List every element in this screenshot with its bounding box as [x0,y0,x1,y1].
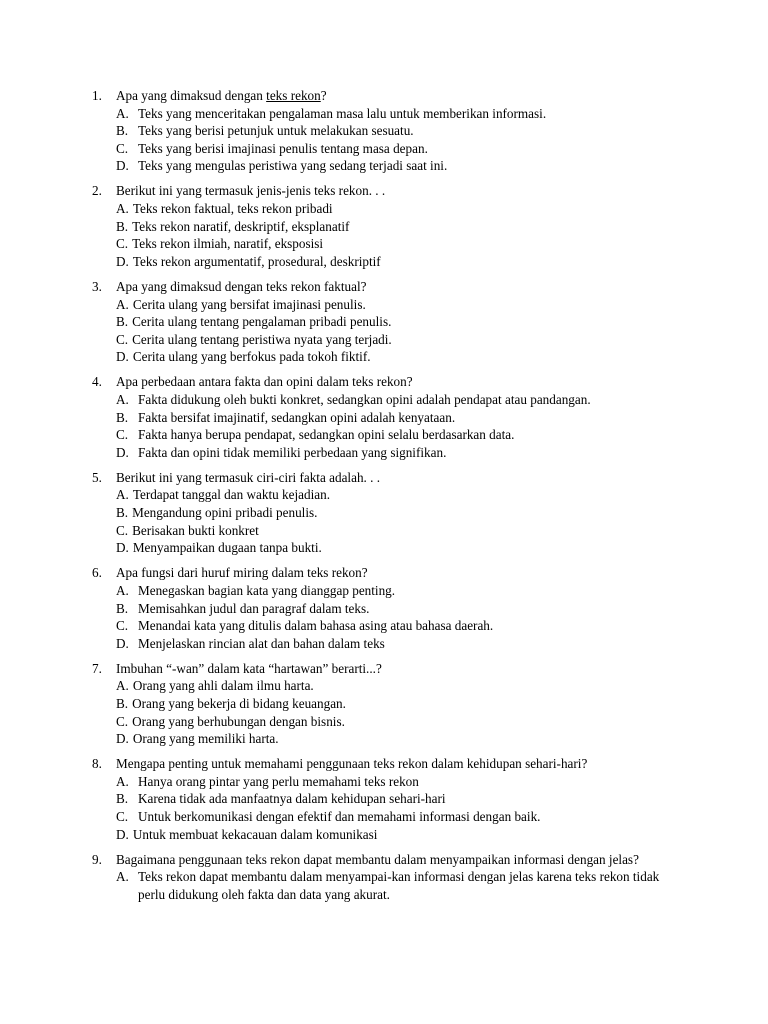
option-label: B. [116,218,129,234]
option-text: Cerita ulang yang bersifat imajinasi penulis. [132,296,366,312]
option-text: Hanya orang pintar yang perlu memahami teks rekon [138,773,419,789]
option-a [116,200,674,218]
option-text: Fakta didukung oleh bukti konkret, sedangkan opini adalah pendapat atau pandangan. [138,392,591,407]
option-text: Cerita ulang tentang pengalaman pribadi penulis. [132,314,392,330]
option-label: A. [116,296,129,312]
option-text: Cerita ulang tentang peristiwa nyata yang terjadi. [132,331,392,347]
question-number: 4. [92,374,102,390]
option-a [116,486,674,504]
option-text: Fakta bersifat imajinatif, sedangkan opini adalah kenyataan. [138,409,456,425]
option-text: Teks rekon ilmiah, naratif, eksposisi [132,236,324,252]
option-text: Orang yang memiliki harta. [132,731,279,747]
option-label: A. [116,773,129,789]
question-3 [0,278,768,366]
question-text-part: ? [320,88,327,103]
option-text: Teks rekon argumentatif, prosedural, deskriptif [132,253,381,269]
option-label: C. [116,331,129,347]
option-label: A. [116,201,129,217]
option-text: Menegaskan bagian kata yang dianggap penting. [138,582,396,598]
question-number: 2. [92,183,102,199]
question-number: 8. [92,756,102,772]
question-6 [0,564,768,652]
question-text: Bagaimana penggunaan teks rekon dapat membantu dalam menyampaikan informasi dengan jelas? [116,851,639,867]
option-label: C. [116,713,129,729]
option-label: C. [116,427,129,443]
option-label: A. [116,392,129,407]
option-label: A. [116,678,129,694]
option-text: Menandai kata yang ditulis dalam bahasa asing atau bahasa daerah. [138,618,494,634]
option-text: Teks yang menceritakan pengalaman masa lalu untuk memberikan informasi. [138,105,547,121]
option-c [116,426,674,444]
answer-options [116,582,674,652]
option-text: Teks rekon naratif, deskriptif, eksplanatif [132,218,350,234]
question-number: 6. [92,565,102,581]
option-label: B. [116,123,129,139]
question-7 [0,660,768,748]
option-d [116,444,674,462]
option-text: Fakta dan opini tidak memiliki perbedaan yang signifikan. [138,444,447,460]
option-text: Menyampaikan dugaan tanpa bukti. [132,540,322,556]
option-text: Untuk membuat kekacauan dalam komunikasi [132,826,378,842]
option-label: D. [116,253,129,269]
option-d [116,635,674,653]
option-label: A. [116,869,129,885]
option-b [116,218,674,236]
option-c [116,713,674,731]
option-b [116,790,674,808]
question-text: Apa fungsi dari huruf miring dalam teks rekon? [116,565,368,581]
question-5 [0,469,768,557]
question-text: Apa perbedaan antara fakta dan opini dalam teks rekon? [116,374,413,390]
option-b [116,600,674,618]
question-list [0,87,768,911]
option-d [116,730,674,748]
option-a [116,773,674,791]
option-text: Fakta hanya berupa pendapat, sedangkan opini selalu berdasarkan data. [138,427,515,443]
question-text-part: Apa yang dimaksud dengan [116,88,267,103]
answer-options [116,868,674,903]
option-label: D. [116,540,129,556]
option-text: Teks yang berisi imajinasi penulis tentang masa depan. [138,140,428,156]
option-d [116,539,674,557]
question-text: Berikut ini yang termasuk jenis-jenis teks rekon. . . [116,183,386,199]
option-text: Teks yang berisi petunjuk untuk melakukan sesuatu. [138,123,414,139]
option-d [116,157,674,175]
option-text: Orang yang ahli dalam ilmu harta. [132,678,314,694]
option-a [116,391,674,409]
option-text: Orang yang berhubungan dengan bisnis. [132,713,345,729]
option-label: A. [116,582,129,598]
option-b [116,695,674,713]
option-label: C. [116,618,129,634]
option-c [116,235,674,253]
underlined-term: teks rekon [266,88,321,103]
option-text: Untuk berkomunikasi dengan efektif dan memahami informasi dengan baik. [138,809,541,825]
option-a [116,105,674,123]
question-number: 3. [92,278,102,294]
option-label: D. [116,635,129,651]
option-text: Cerita ulang yang berfokus pada tokoh fiktif. [132,349,371,365]
option-a [116,677,674,695]
option-text: Orang yang bekerja di bidang keuangan. [132,696,346,711]
option-label: B. [116,314,129,330]
question-number: 9. [92,851,102,867]
question-text: Apa yang dimaksud dengan teks rekon faktual? [116,278,367,294]
option-label: A. [116,105,129,121]
question-8 [0,755,768,843]
option-label: D. [116,826,129,842]
option-d [116,826,674,844]
option-a [116,296,674,314]
question-number: 5. [92,469,102,485]
question-number: 7. [92,660,102,676]
option-label: D. [116,158,129,174]
option-text: Karena tidak ada manfaatnya dalam kehidupan sehari-hari [138,791,446,807]
question-4 [0,373,768,461]
question-number: 1. [92,88,102,103]
question-9 [0,851,768,904]
answer-options [116,677,674,747]
option-b [116,313,674,331]
option-a [116,582,674,600]
option-text: Teks rekon faktual, teks rekon pribadi [132,201,333,217]
question-text [116,87,674,105]
question-2 [0,182,768,270]
option-label: D. [116,444,129,460]
option-b [116,409,674,427]
option-text: Menjelaskan rincian alat dan bahan dalam teks [138,635,385,651]
question-text: Mengapa penting untuk memahami penggunaan teks rekon dalam kehidupan sehari-hari? [116,756,588,772]
option-c [116,331,674,349]
answer-options [116,105,674,175]
option-text: Terdapat tanggal dan waktu kejadian. [132,487,331,503]
option-label: B. [116,505,129,521]
question-1 [0,87,768,175]
option-a [116,868,674,903]
option-d [116,253,674,271]
option-text: Berisakan bukti konkret [132,522,259,538]
option-c [116,522,674,540]
option-b [116,504,674,522]
answer-options [116,200,674,270]
option-text: Mengandung opini pribadi penulis. [132,505,318,521]
answer-options [116,391,674,461]
option-label: A. [116,487,129,503]
answer-options [116,486,674,556]
option-text: Teks yang mengulas peristiwa yang sedang terjadi saat ini. [138,158,448,174]
question-text: Imbuhan “-wan” dalam kata “hartawan” berarti...? [116,660,382,676]
question-text: Berikut ini yang termasuk ciri-ciri fakta adalah. . . [116,469,381,485]
option-label: B. [116,696,129,711]
option-label: C. [116,140,129,156]
option-label: C. [116,236,129,252]
option-d [116,348,674,366]
option-label: D. [116,349,129,365]
option-label: D. [116,731,129,747]
option-label: B. [116,791,129,807]
option-text: Teks rekon dapat membantu dalam menyampai-kan informasi dengan jelas karena teks rekon tidak perlu didukung oleh fakta dan data yang akurat. [138,869,660,902]
option-text: Memisahkan judul dan paragraf dalam teks. [138,600,370,616]
option-label: B. [116,409,129,425]
option-label: B. [116,600,129,616]
option-c [116,140,674,158]
option-c [116,617,674,635]
answer-options [116,773,674,843]
option-label: C. [116,522,129,538]
option-c [116,808,674,826]
answer-options [116,296,674,366]
option-label: C. [116,809,129,825]
option-b [116,122,674,140]
